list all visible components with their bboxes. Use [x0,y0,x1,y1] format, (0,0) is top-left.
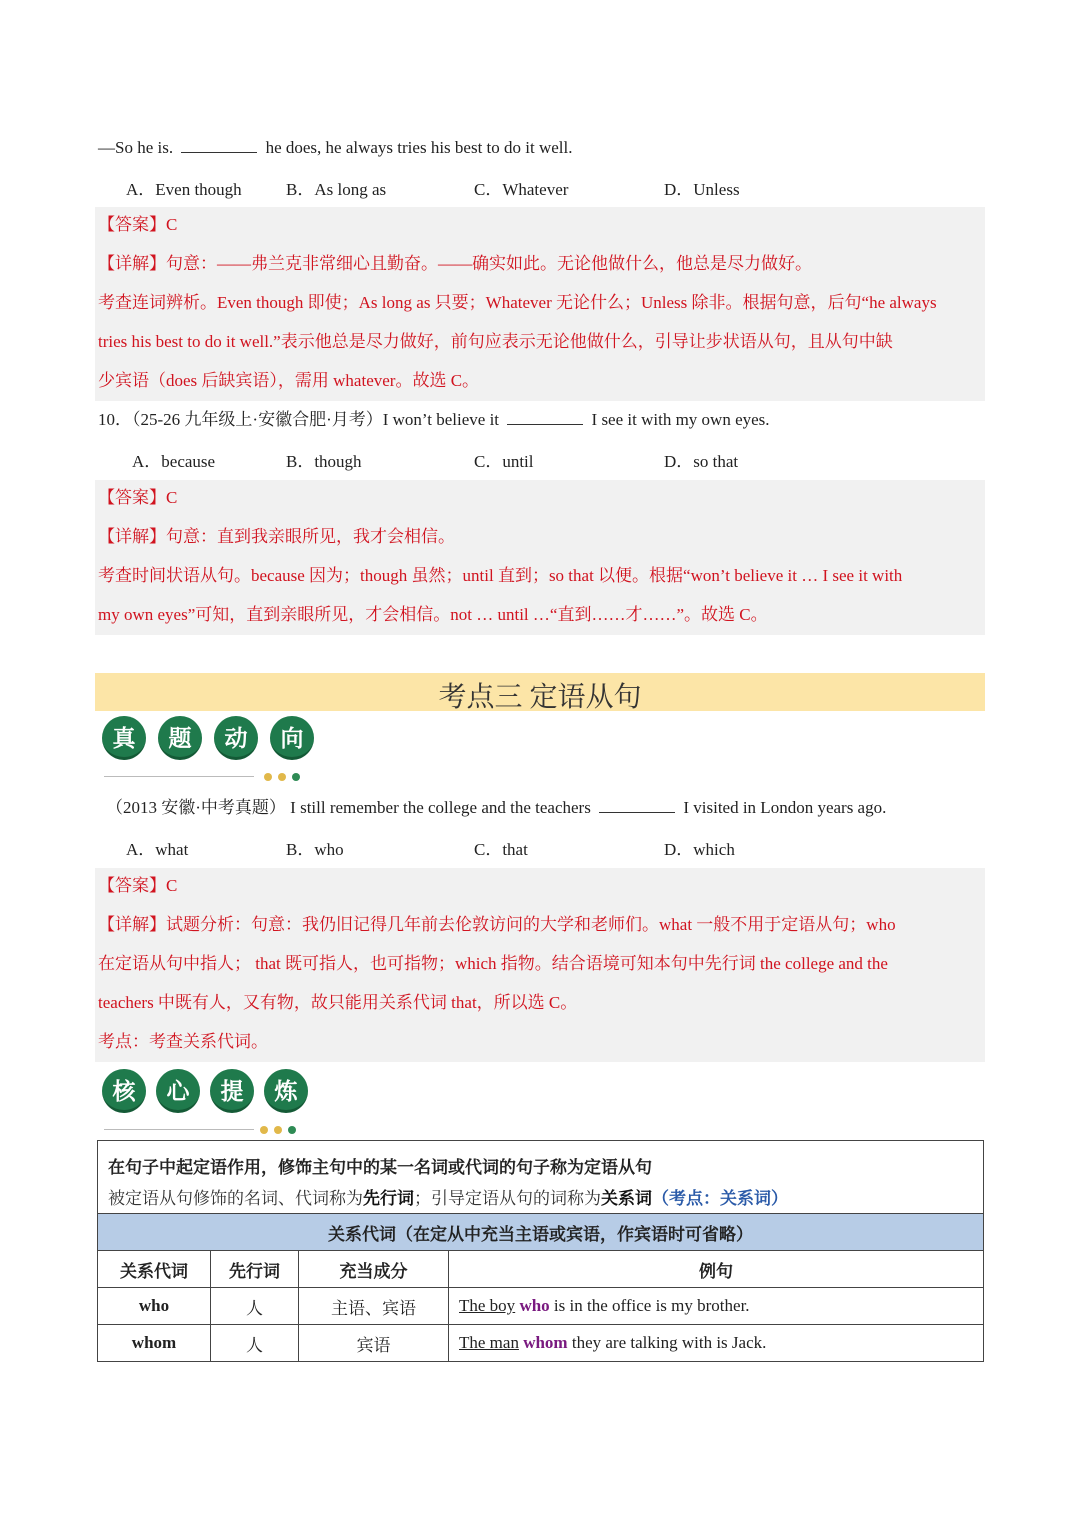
q11-option-c: C．that [474,840,528,859]
q10-option-b: B．though [286,452,362,471]
q10-stem [98,408,770,432]
badge-lian: 炼 [264,1069,308,1113]
badge-ti: 题 [158,716,202,760]
q9-detail-line-2: 考查连词辨析。Even though 即使；As long as 只要；Whatever 无论什么；Unless 除非。根据句意，后句“he always [98,293,937,312]
badge-group-hexin [102,1069,308,1113]
badge-dong: 动 [214,716,258,760]
q9-options [98,175,984,199]
q9-answer-box [95,207,985,401]
header-antecedent: 先行词 [211,1251,299,1288]
q10-answer: 【答案】C [98,488,178,507]
badge-ti2: 提 [210,1069,254,1113]
badge-group-zhenti [102,716,314,760]
row-role: 宾语 [299,1325,449,1362]
q9-stem-pre: —So he is. [98,138,174,157]
q11-detail-line-1: 【详解】试题分析：句意：我仍旧记得几年前去伦敦访问的大学和老师们。what 一般不用于定语从句；who [98,915,896,934]
row-antecedent: 人 [211,1325,299,1362]
badge-divider-1 [104,772,304,782]
q10-detail-line-2: 考查时间状语从句。because 因为；though 虽然；until 直到；so that 以便。根据“won’t believe it … I see it with [98,566,903,585]
table-row [98,1288,984,1325]
badge-xin: 心 [156,1069,200,1113]
badge-xiang: 向 [270,716,314,760]
badge-zhen: 真 [102,716,146,760]
q9-detail-line-4: 少宾语（does 后缺宾语），需用 whatever。故选 C。 [98,371,480,390]
q11-detail-line-2: 在定语从句中指人； that 既可指人，也可指物；which 指物。结合语境可知本句中先行词 the college and the [98,954,888,973]
table-intro-line-1: 在句子中起定语作用，修饰主句中的某一名词或代词的句子称为定语从句 [108,1158,652,1178]
q11-stem-pre: （2013 安徽·中考真题） I still remember the college and the teachers [106,798,591,817]
table-subheading: 关系代词（在定从中充当主语或宾语，作宾语时可省略） [98,1214,984,1251]
q9-stem-post: he does, he always tries his best to do it well. [265,138,573,157]
q10-option-d: D．so that [664,452,739,471]
header-role: 充当成分 [299,1251,449,1288]
term-antecedent: 先行词 [363,1189,414,1209]
q9-detail-line-1: 【详解】句意：——弗兰克非常细心且勤奋。——确实如此。无论他做什么，他总是尽力做好。 [98,254,812,273]
q9-option-b: B．As long as [286,180,387,199]
q10-blank [507,408,583,425]
header-pronoun: 关系代词 [98,1251,211,1288]
q11-answer-box [95,868,985,1062]
row-role: 主语、宾语 [299,1288,449,1325]
table-intro-line-2: 被定语从句修饰的名词、代词称为先行词；引导定语从句的词称为关系词（考点：关系词） [108,1189,788,1209]
q11-blank [599,796,675,813]
q11-option-b: B．who [286,840,344,859]
badge-he: 核 [102,1069,146,1113]
q11-option-d: D．which [664,840,735,859]
badge-divider-2 [104,1125,304,1135]
q9-option-c: C．Whatever [474,180,569,199]
q10-options [98,447,984,471]
q11-stem [106,796,886,820]
q11-answer: 【答案】C [98,876,178,895]
q10-option-c: C．until [474,452,534,471]
row-example: The boy who is in the office is my brother. [449,1288,984,1325]
section-heading [95,673,985,711]
row-pronoun: whom [98,1325,211,1362]
row-pronoun: who [98,1288,211,1325]
q10-detail-line-3: my own eyes”可知，直到亲眼所见，才会相信。not … until …“直到……才……”。故选 C。 [98,605,768,624]
term-relative-word: 关系词 [601,1189,652,1209]
q11-option-a: A．what [126,840,189,859]
table-row [98,1325,984,1362]
q10-answer-box [95,480,985,635]
q11-stem-post: I visited in London years ago. [683,798,887,817]
q9-answer: 【答案】C [98,215,178,234]
relative-pronoun-table [97,1140,984,1362]
q10-stem-pre: 10．（25-26 九年级上·安徽合肥·月考）I won’t believe it [98,410,500,429]
section-title: 考点三 定语从句 [438,682,642,713]
q9-detail-line-3: tries his best to do it well.”表示他总是尽力做好，前句应表示无论他做什么，引导让步状语从句，且从句中缺 [98,332,893,351]
q9-blank [181,136,257,153]
q10-detail-line-1: 【详解】句意：直到我亲眼所见，我才会相信。 [98,527,455,546]
q11-detail-line-3: teachers 中既有人，又有物，故只能用关系代词 that，所以选 C。 [98,993,578,1012]
q10-stem-post: I see it with my own eyes. [591,410,770,429]
key-point-note: （考点：关系词） [652,1189,788,1209]
row-example: The man whom they are talking with is Jack. [449,1325,984,1362]
table-intro [98,1141,984,1214]
q10-option-a: A．because [132,452,216,471]
row-antecedent: 人 [211,1288,299,1325]
q9-stem [98,136,572,160]
q9-option-a: A．Even though [126,180,242,199]
q11-options [98,835,984,859]
q9-option-d: D．Unless [664,180,740,199]
header-example: 例句 [449,1251,984,1288]
table-header-row [98,1251,984,1288]
q11-detail-line-4: 考点：考查关系代词。 [98,1032,268,1051]
